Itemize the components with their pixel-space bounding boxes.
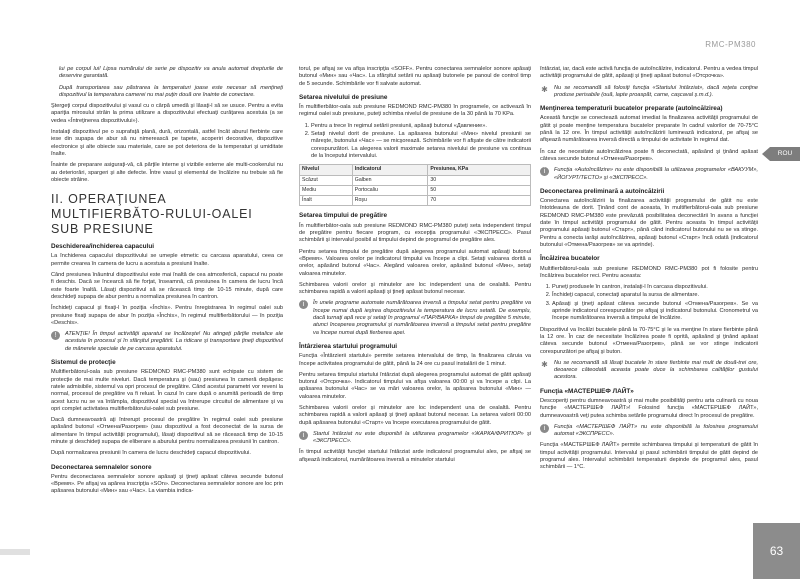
paragraph: Instalaţi dispozitivul pe o suprafaţă plană, dură, orizontală, astfel încât aburul fierbinte care iese din supapa de abur să nu nimerească pe tapete, acoperiri decorative, dispozitive electronice şi alte obiecte sau materiale, care se pot deteriora de la temperaturi şi umiditate înalte. <box>51 129 283 157</box>
intro-italic-2: După transportarea sau păstrarea la temperaturi joase este necesar să menţineţi dispozitivul la temperatura camerei nu mai puţin două ore înainte de conectare. <box>59 84 283 98</box>
warning-icon: ! <box>51 331 60 340</box>
paragraph: Funcţia «МАСТЕРШЕФ ЛАЙТ» permite schimbarea timpului şi temperaturii de gătit în timpul activităţii programului. Intervalul şi pasul schimbării timpului de gătit depind de programul ales. Intervalul schimbării temperaturii depinde de programul ales, pasul schimbării — 1°C. <box>540 442 758 471</box>
intro-italic-1: lui pe corpul lui! Lipsa numărului de serie pe dispozitiv va anula automat drepturile de deservire garantată. <box>59 66 283 80</box>
table-row <box>300 175 531 185</box>
paragraph: Multifierbătorul-oala sub presiune REDMOND RMC-PM380 pot fi folosite pentru încălzirea bucatelor reci. Pentru aceasta: <box>540 265 758 279</box>
table-cell: Portocaliu <box>352 185 428 195</box>
note-text: Nu se recomandă să folosiţi funcţia «Startului întârziat», dacă reţeta conţine produse perisabile (ouă, lapte proaspăt, carne, caşcaval ş.m.d.). <box>554 84 758 98</box>
heading-protection: Sistemul de protecţie <box>51 359 116 367</box>
note-text: Funcţia «Autoîncălzire» nu este disponibilă la utilizarea programelor «ВАКУУМ», «ЙОГУРТ/ТЕСТО» şi «ЭКСПРЕСС». <box>554 167 758 181</box>
list-item: 2. Setaţi nivelul dorit de presiune. La apăsarea butonului «Мин» nivelul presiunii se măreşte, butonului «Час» — se micşorează. Schimbările vor fi afişate de către indicatorii corespunzători. La alegerea valorii maximale setarea nivelului de presiune va continua de la începutul intervalului. <box>311 131 531 160</box>
table-cell: Mediu <box>300 185 353 195</box>
paragraph: Închideţi capacul şi fixaţi-l în poziţia «Închis». Pentru înregistrarea în regimul oalei sub presiune fixaţi supapa de abur în poziţia «Închis», în regimul multifierbătorului — în poziţia «Deschis». <box>51 305 283 326</box>
tip-note <box>540 85 758 100</box>
language-tab: ROU <box>770 147 800 161</box>
heading-reheat: Încălzirea bucatelor <box>540 255 600 263</box>
list-item: 3. Apăsaţi şi ţineţi apăsat câteva secunde butonul «Отмена/Разогрев». Se va aprinde indicatorul corespunzător pe afişaj şi indicatorul butonului. Cronometrul va începe numărătoarea inversă a timpului de încălzire. <box>552 301 758 323</box>
info-icon: i <box>299 431 308 440</box>
heading-pressure: Setarea nivelului de presiune <box>299 93 388 101</box>
section-title: II. OPERAŢIUNEA MULTIFIERBĂTO-RULUI-OALEI SUB PRESIUNE <box>51 192 253 237</box>
info-note <box>540 424 758 439</box>
paragraph: La închiderea capacului dispozitivului se umeple etmetic cu carcasa aparatului, ceea ce permite crearea în camera de lucru a acestuia a presiunii înalte. <box>51 253 283 267</box>
table-header: Nivelul <box>300 165 353 175</box>
paragraph: Schimbarea valorii orelor şi minutelor are loc independent una de cealaltă. Pentru schimbarea rapidă a valorii apăsaţi şi ţineţi apăsat butonul necesar. <box>299 281 531 296</box>
note-text: ATENŢIE! În timpul activităţii aparatul se încălzeşte! Nu atingeţi părţile metalice ale acestuia în procesul şi în sfârşitul pregătirii. La ridicare şi transportare ţineţi dispozitivul de mânerele speciale de pe carcasa aparatului. <box>65 331 283 352</box>
heading-delay: Întârzierea startului programului <box>299 342 398 350</box>
table-row <box>300 196 531 206</box>
pressure-steps <box>299 123 531 160</box>
page-number: 63 <box>753 523 800 579</box>
paragraph: întârziat, iar, dacă este activă funcţia de autoîncălzire, indicatorul. Pentru a vedea timpul activităţii programului de gătit, apăsaţi şi ţineţi apăsat butonul «Отсрочка». <box>540 66 758 80</box>
info-note <box>299 431 531 446</box>
list-item: 2. Închideţi capacul, conectaţi aparatul la sursa de alimentare. <box>552 292 758 299</box>
table-cell: Scăzut <box>300 175 353 185</box>
decorative-stripe <box>0 549 30 555</box>
heading-masterchef: Funcţia «МАСТЕРШЕФ ЛАЙТ» <box>540 387 634 395</box>
warning-note <box>51 331 283 353</box>
paragraph: Ştergeţi corpul dispozitivului şi vasul cu o cârpă umedă şi lăsaţi-l să se usuce. Pentru a evita apariţia mirosului străin la prima utilizare a dispozitivului efectuaţi curăţarea acestuia (a se vedea «Întreţinerea dispozitivului»). <box>51 103 283 124</box>
info-icon: i <box>540 424 549 433</box>
heading-lid: Deschiderea/închiderea capacului <box>51 243 155 251</box>
table-cell: Galben <box>352 175 428 185</box>
table-cell: 30 <box>428 175 531 185</box>
lightbulb-icon: ✱ <box>541 84 548 94</box>
paragraph: Multifierbătorul-oala sub presiune REDMOND RMC-PM380 sunt echipate cu sistem de protecţie de mai multe niveluri. Dacă temperatura şi (sau) presiunea în cameră depăşesc ratele admisibile, sistemul va opri procesul de pregătire. Când acestui parametri vor reveni la normal, procesul de pregătire va fi reluat. În cazul în care după o anumită perioadă de timp acest lucru nu se va întâmpla, dispozitivul special va întrerupe circuitul de alimentare şi va opri complet activitatea multifierbătorului-oalei sub presiune. <box>51 369 283 412</box>
column-3 <box>540 66 758 476</box>
table-row <box>300 185 531 195</box>
reheat-steps <box>540 284 758 322</box>
paragraph: Această funcţie se conectează automat imediat la finalizarea activităţii programului de gătit şi poate menţine temperatura bucatelor preparate în cadrul valorilor de 70-75°C până la 12 ore. În timpul activităţii autoîncălzirii luminează indicatorul, pe afişaj se afişează numărătoarea inversă directă a timpului de activitate în regimul dat. <box>540 115 758 144</box>
lightbulb-icon: ✱ <box>541 359 548 369</box>
model-number: RMC-PM380 <box>705 40 756 49</box>
tip-note <box>540 360 758 382</box>
paragraph: Conectarea autoîncălzirii la finalizarea activităţii programului de gătit nu este întotdeauna de dorit. Ţinând cont de aceasta, în multifierbătorul-oala sub presiune REDMOND RMC-PM380 este prevăzută posibilitatea deconectării în avans a funcţiei date în timpul activităţii programului de gătit. Pentru aceasta în timpul activităţii programului apăsaţi butonul «Старт», până când indicatorul butonului nu se va stinge. Pentru a conecta iarăşi autoîncălzirea, apăsaţi butonul «Старт» încă odată (indicatorul butonului «Отмена/Разогрев» se va aprinde). <box>540 198 758 248</box>
heading-time: Setarea timpului de pregătire <box>299 212 388 220</box>
paragraph: În timpul activităţii funcţiei startului întârziat arde indicatorul programului ales, pe afişaj se afişează indicatorul, numărătoarea inversă a minutelor startului <box>299 449 531 463</box>
note-text: Nu se recomandă să lăsaţi bucatele în stare fierbinte mai mult de două-trei ore, deoarece câteodată aceasta poate duce la schimbarea calităţilor gustului acestora. <box>554 359 758 381</box>
paragraph: Descoperiţi pentru dumneavoastră şi mai multe posibilităţi pentru arta culinară cu noua funcţie «МАСТЕРШЕФ ЛАЙТ»! Folosind funcţia «МАСТЕРШЕФ ЛАЙТ», dumneavoastră veţi putea schimba setările programului direct în procesul de pregătire. <box>540 397 758 419</box>
info-note <box>299 300 531 336</box>
table-header-row <box>300 165 531 175</box>
column-1 <box>51 66 283 500</box>
table-header: Presiunea, KPa <box>428 165 531 175</box>
paragraph: torul, pe afişaj se va afişa inscripţia «SOFF». Pentru conectarea semnalelor sonore apăsaţi butonul «Мин» sau «Час». La sfârşitul setării nu apăsaţi butonele pe panoul de control timp de 5 secunde. Schimbările vor fi salvate automat. <box>299 66 531 87</box>
paragraph: Dispozitivul va încălzi bucatele până la 70-75°C şi le va menţine în stare fierbinte până la 12 ore. În caz de necesitate încălzirea poate fi oprită, apăsând şi ţinând apăsat câteva secunde butonul «Отмена/Разогрев», până se vor stinge indicatorii corespunzători pe afişaj şi buton. <box>540 326 758 355</box>
paragraph: Când presiunea înăuntrul dispozitivului este mai înaltă de cea atmosferică, capacul nu poate fi deschis. Dacă se încearcă să fie forţat, înseamnă, că presiunea în camera de lucru încă este foarte înaltă. Lăsaţi dispozitivul să se răcească timp de 10-15 minute, după care deschideţi supapa de abur pentru a normaliza presiunea în cantron. <box>51 272 283 300</box>
paragraph: Funcţia «Întârzierii startului» permite setarea intervalului de timp, la finalizarea căruia va începe activitatea programului de gătit, până la 24 ore cu pasul instalării de 1 minut. <box>299 353 531 367</box>
heading-sound: Deconectarea semnalelor sonore <box>51 463 152 471</box>
note-text: Funcţia «МАСТЕРШЕФ ЛАЙТ» nu este disponibilă la folosirea programului automat «ЭКСПРЕСС». <box>554 423 758 438</box>
info-icon: i <box>299 300 308 309</box>
table-cell: Roşu <box>352 196 428 206</box>
paragraph: Pentru setarea timpului startului întârziat după alegerea programului automat de gătit apăsaţi butonul «Отсрочка». Indicatorul timpului va afişa valoarea 00:00 şi va începe a clipi. La apăsarea butonului «Час» se va mări valoarea orelor, la apăsarea butonului «Мин» — valoarea minutelor. <box>299 371 531 400</box>
pressure-table <box>299 164 531 206</box>
table-header: Indicatorul <box>352 165 428 175</box>
paragraph: După normalizarea presiunii în camera de lucru deschideţi capacul dispozitivului. <box>51 450 251 457</box>
paragraph: Pentru deconectarea semnalelor sonore apăsaţi şi ţineţi apăsat câteva secunde butonul «Время». Pe afişaj va apărea inscripţia «SOn». Deconectarea semnalelor sonore are loc prin apăsarea butonului «Мин» sau «Час». La viambia indica- <box>51 473 283 495</box>
info-icon: i <box>540 167 549 176</box>
info-note <box>540 167 758 182</box>
table-cell: 70 <box>428 196 531 206</box>
paragraph: Dacă dumneavoastră aţi întrerupt procesul de pregătire în regimul oalei sub presiune apăsând butonul «Отмена/Разогрев» (sau dispozitivul a fost deconectat de la sursa de alimentare în timpul activităţii programului), lăsaţi dispozitivul să se răcească timp de 10-15 minute şi deschideţi supapa de eliberare a aburului pentru normalizarea presiunii în cantron. <box>51 417 283 445</box>
list-item: 1. Puneţi produsele în cantron, instalaţi-l în carcasa dispozitivului. <box>552 284 758 291</box>
paragraph: Înainte de preparare asiguraţi-vă, că părţile interne şi vizibile externe ale multi-cookerului nu au deteriorări, spargeri şi alte defecte. Între vasul şi elementul de încălzire nu trebuie să fie obiecte străine. <box>51 162 283 183</box>
note-text: Startul întârziat nu este disponibil la utilizarea programelor «ЖАРКА/ФРИТЮР» şi «ЭКСПРЕСС». <box>313 430 531 445</box>
note-text: În unele programe automate numărătoarea inversă a timpului setat pentru pregătire va începe numai după ieşirea dispozitivului la temperatura de lucru setată. De exemplu, dacă turnaţi apă rece şi setaţi în programul «ПАР/ВАРКА» timpul de pregătire 5 minute, atunci începerea programului şi numărătoarea inversă a timpului setat pentru pregătire va începe numai după fierberea apei. <box>313 300 531 336</box>
heading-pre-disable: Deconectarea preliminară a autoîncălzirii <box>540 187 665 195</box>
table-cell: 50 <box>428 185 531 195</box>
column-2 <box>299 66 531 468</box>
paragraph: Schimbarea valorii orelor şi minutelor are loc independent una de cealaltă. Pentru schimbarea rapidă a valorii apăsaţi şi ţineţi apăsat butonul necesar. La setarea valorii 00:00 după apăsarea butonului «Старт» va începe executarea programului de gătit. <box>299 404 531 426</box>
paragraph: În multifierbător-oala sub presiune REDMOND RMC-PM380 puteţi seta independent timpul de pregătire pentru fiecare program, cu excepţia programului «ЭКСПРЕСС». Pasul schimbării şi intervalul posibil al timpului depind de programul de pregătire ales. <box>299 222 531 244</box>
paragraph: În multifierbător-oala sub presiune REDMOND RMC-PM380 în programele, ce activează în regimul oalei sub presiune, puteţi schimba nivelul de presiune de la 30 până la 70 KPa. <box>299 104 531 118</box>
paragraph: În caz de necesitate autoîncălzirea poate fi deconectată, apăsând şi ţinând apăsat câteva secunde butonul «Отмена/Разогрев». <box>540 148 758 162</box>
paragraph: Pentru setarea timpului de pregătire după alegerea programului automat apăsaţi butonul «Время». Valoarea orelor pe indicatorul timpului va începe a clipi. Setaţi valoarea dorită a orelor, apăsând butonul «Час». Alegând valoarea orelor, apăsând butonul «Мин», setaţi valoarea minutelor. <box>299 248 531 277</box>
list-item: 1. Pentru a trece în regimul setării presiunii, apăsaţi butonul «Давление». <box>311 123 531 130</box>
table-cell: Înalt <box>300 196 353 206</box>
heading-keep-warm: Menţinerea temperaturii bucatelor preparate (autoîncălzirea) <box>540 105 723 113</box>
